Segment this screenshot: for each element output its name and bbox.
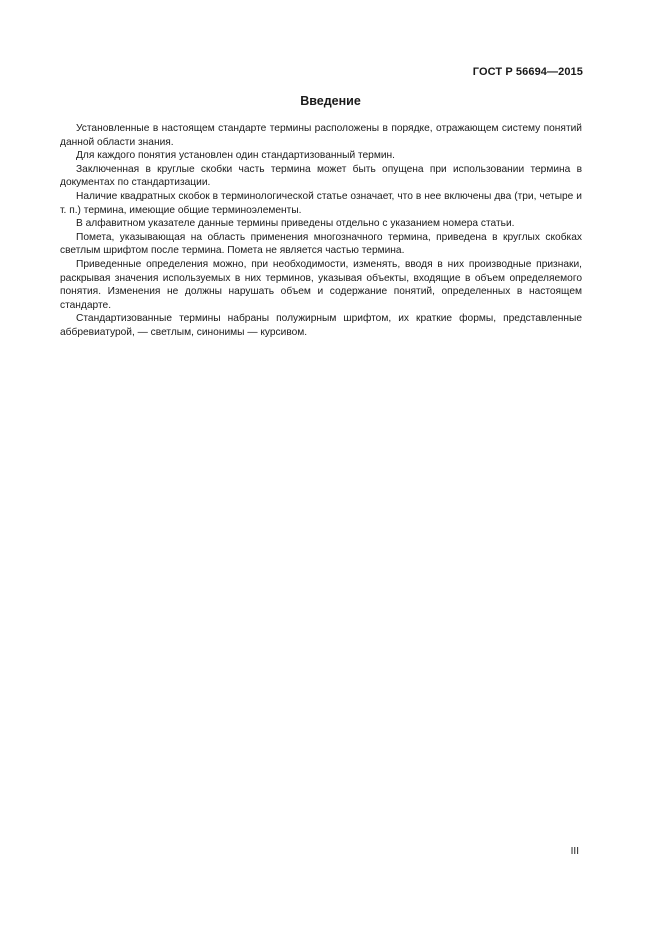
page-number: III xyxy=(570,846,579,857)
paragraph: Для каждого понятия установлен один стандартизованный термин. xyxy=(76,150,395,162)
paragraph: Установленные в настоящем стандарте термины расположены в порядке, отражающем систему понятий данной области знания. xyxy=(60,123,582,148)
paragraph: Наличие квадратных скобок в терминологической статье означает, что в нее включены два (три, четыре и т. п.) термина, имеющие общие терминоэлементы. xyxy=(60,190,582,216)
paragraph: Стандартизованные термины набраны полужирным шрифтом, их краткие формы, представленные аббревиатурой, — светлым, синонимы — курсивом. xyxy=(60,313,582,338)
section-title: Введение xyxy=(300,94,361,108)
paragraph: Приведенные определения можно, при необходимости, изменять, вводя в них производные признаки, раскрывая значения используемых в них терминов, указывая объекты, входящие в объем определяемого понятия. Изменения не должны нарушать объем и содержание понятий, определенных в настоящем стандарте. xyxy=(60,258,582,311)
paragraph: В алфавитном указателе данные термины приведены отдельно с указанием номера статьи. xyxy=(76,218,515,230)
paragraph: Заключенная в круглые скобки часть термина может быть опущена при использовании термина в документах по стандартизации. xyxy=(60,163,582,189)
body-text xyxy=(60,122,582,340)
paragraph: Помета, указывающая на область применения многозначного термина, приведена в круглых скобках светлым шрифтом после термина. Помета не является частью термина. xyxy=(60,231,582,257)
document-id: ГОСТ Р 56694—2015 xyxy=(472,66,583,78)
